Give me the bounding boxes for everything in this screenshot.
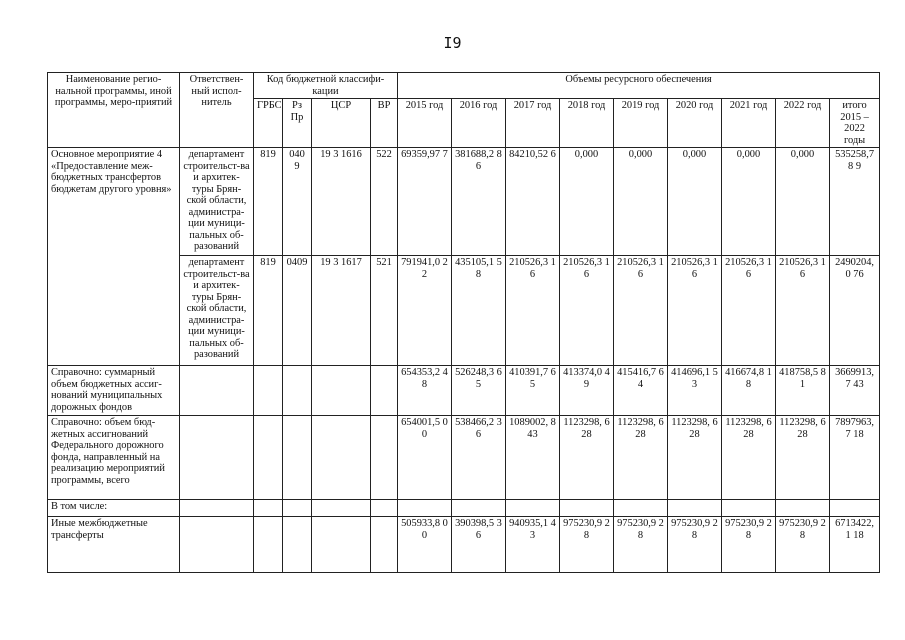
header-vr: ВР xyxy=(371,99,398,148)
value-cell: 84210,52 6 xyxy=(506,148,560,256)
header-name: Наименование регио-нальной программы, иной программы, меро-приятий xyxy=(48,73,180,148)
table-row xyxy=(48,517,880,573)
grbs-cell: 819 xyxy=(254,148,283,256)
header-year: 2022 год xyxy=(776,99,830,148)
header-year: 2017 год xyxy=(506,99,560,148)
table-row xyxy=(48,500,880,517)
rzpr-cell: 0409 xyxy=(283,256,312,366)
header-row-top xyxy=(48,73,880,99)
value-cell: 538466,2 36 xyxy=(452,416,506,500)
value-cell: 414696,1 53 xyxy=(668,366,722,416)
header-executor: Ответствен-ный испол-нитель xyxy=(180,73,254,148)
main-event-name: Основное мероприятие 4 «Предоставление меж-бюджетных трансфертов бюджетам другого уровня» xyxy=(48,148,180,366)
including-label: В том числе: xyxy=(48,500,180,517)
csr-cell: 19 3 1617 xyxy=(312,256,371,366)
value-cell: 526248,3 65 xyxy=(452,366,506,416)
csr-cell: 19 3 1616 xyxy=(312,148,371,256)
grbs-cell: 819 xyxy=(254,256,283,366)
value-cell: 435105,1 58 xyxy=(452,256,506,366)
executor-cell: департамент строительст-ва и архитек-туры Брян-ской области, администра-ции муници-пальных об-разований xyxy=(180,148,254,256)
value-cell: 1123298, 628 xyxy=(560,416,614,500)
executor-cell: департамент строительст-ва и архитек-туры Брян-ской области, администра-ции муници-пальных об-разований xyxy=(180,256,254,366)
value-cell: 210526,3 16 xyxy=(668,256,722,366)
value-cell: 210526,3 16 xyxy=(776,256,830,366)
table-row xyxy=(48,416,880,500)
reference-name: Справочно: объем бюд-жетных ассигнований Федерального дорожного фонда, направленный на реализацию мероприятий программы, всего xyxy=(48,416,180,500)
value-cell: 0,000 xyxy=(614,148,668,256)
value-cell: 69359,97 7 xyxy=(398,148,452,256)
vr-cell: 521 xyxy=(371,256,398,366)
value-cell: 416674,8 18 xyxy=(722,366,776,416)
value-cell: 0,000 xyxy=(560,148,614,256)
header-rzpr: Рз Пр xyxy=(283,99,312,148)
value-cell: 0,000 xyxy=(668,148,722,256)
value-cell: 415416,7 64 xyxy=(614,366,668,416)
vr-cell: 522 xyxy=(371,148,398,256)
header-year: 2018 год xyxy=(560,99,614,148)
value-cell: 210526,3 16 xyxy=(506,256,560,366)
header-year: 2019 год xyxy=(614,99,668,148)
header-csr: ЦСР xyxy=(312,99,371,148)
budget-table xyxy=(47,72,880,573)
header-grbs: ГРБС xyxy=(254,99,283,148)
value-cell: 418758,5 81 xyxy=(776,366,830,416)
value-cell: 1123298, 628 xyxy=(722,416,776,500)
value-cell: 210526,3 16 xyxy=(614,256,668,366)
value-cell: 390398,5 36 xyxy=(452,517,506,573)
value-cell: 975230,9 28 xyxy=(722,517,776,573)
value-cell: 1123298, 628 xyxy=(776,416,830,500)
value-cell: 1089002, 843 xyxy=(506,416,560,500)
header-year: 2021 год xyxy=(722,99,776,148)
value-cell: 975230,9 28 xyxy=(776,517,830,573)
including-name: Иные межбюджетные трансферты xyxy=(48,517,180,573)
total-cell: 3669913,7 43 xyxy=(830,366,880,416)
header-resources-group: Объемы ресурсного обеспечения xyxy=(398,73,880,99)
value-cell: 381688,2 86 xyxy=(452,148,506,256)
reference-name: Справочно: суммарный объем бюджетных ассиг-нований муниципальных дорожных фондов xyxy=(48,366,180,416)
header-total: итого 2015 – 2022 годы xyxy=(830,99,880,148)
value-cell: 975230,9 28 xyxy=(614,517,668,573)
value-cell: 654001,5 00 xyxy=(398,416,452,500)
value-cell: 1123298, 628 xyxy=(668,416,722,500)
total-cell: 7897963,7 18 xyxy=(830,416,880,500)
total-cell: 535258,78 9 xyxy=(830,148,880,256)
value-cell: 1123298, 628 xyxy=(614,416,668,500)
value-cell: 210526,3 16 xyxy=(560,256,614,366)
value-cell: 940935,1 43 xyxy=(506,517,560,573)
value-cell: 0,000 xyxy=(776,148,830,256)
table-row xyxy=(48,148,880,256)
header-code-group: Код бюджетной классифи-кации xyxy=(254,73,398,99)
value-cell: 654353,2 48 xyxy=(398,366,452,416)
table-row xyxy=(48,366,880,416)
value-cell: 210526,3 16 xyxy=(722,256,776,366)
value-cell: 410391,7 65 xyxy=(506,366,560,416)
total-cell: 2490204,0 76 xyxy=(830,256,880,366)
total-cell: 6713422,1 18 xyxy=(830,517,880,573)
header-year: 2015 год xyxy=(398,99,452,148)
header-year: 2020 год xyxy=(668,99,722,148)
value-cell: 505933,8 00 xyxy=(398,517,452,573)
header-year: 2016 год xyxy=(452,99,506,148)
value-cell: 791941,0 22 xyxy=(398,256,452,366)
value-cell: 975230,9 28 xyxy=(668,517,722,573)
value-cell: 975230,9 28 xyxy=(560,517,614,573)
rzpr-cell: 040 9 xyxy=(283,148,312,256)
page-number: I9 xyxy=(443,34,462,52)
value-cell: 0,000 xyxy=(722,148,776,256)
value-cell: 413374,0 49 xyxy=(560,366,614,416)
